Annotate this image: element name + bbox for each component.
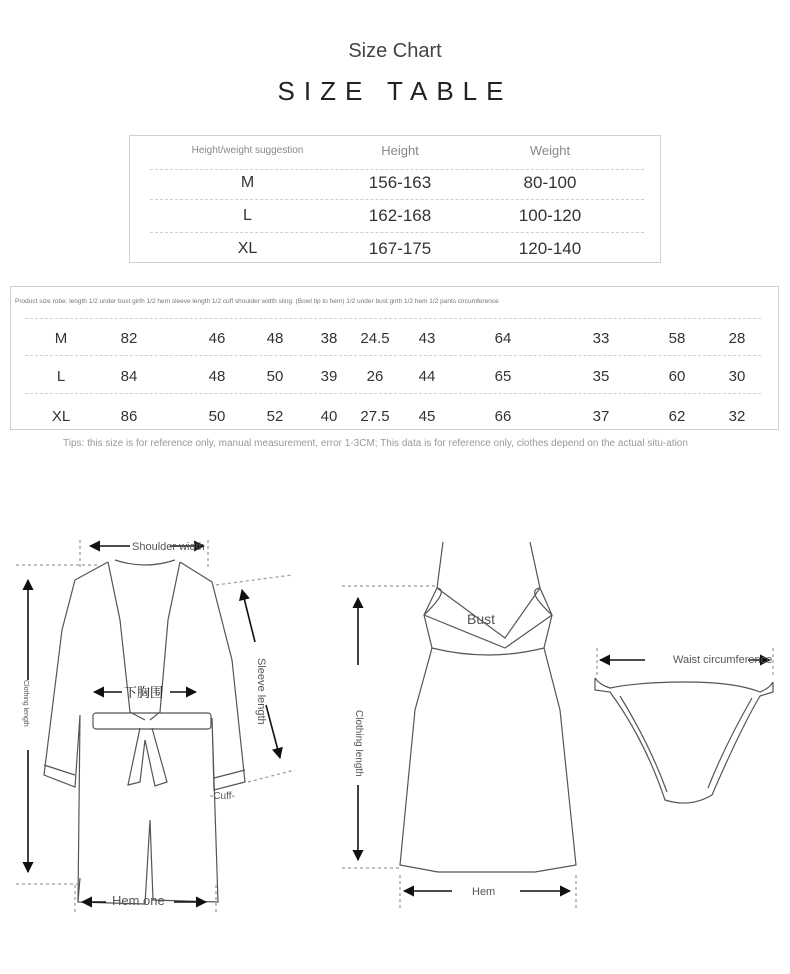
measurement-cell: 24.5 — [360, 330, 390, 347]
waist-circumference-label: Waist circumference — [673, 654, 773, 666]
slip-dress-illustration — [400, 542, 576, 872]
product-size-table — [10, 286, 779, 430]
sleeve-length-label: Sleeve length — [255, 658, 267, 725]
measurement-cell: 32 — [728, 408, 746, 425]
table-row — [150, 166, 644, 200]
dress-arrows — [358, 598, 570, 891]
size-cell: L — [243, 207, 252, 224]
robe-clothing-length-label: Clothing length — [22, 680, 29, 727]
size-cell: XL — [51, 408, 71, 425]
measurement-cell: 60 — [668, 368, 686, 385]
measurement-cell: 48 — [208, 368, 226, 385]
measurement-cell: 35 — [592, 368, 610, 385]
robe-arrows — [28, 546, 280, 902]
divider — [25, 355, 761, 356]
measurement-cell: 82 — [120, 330, 138, 347]
measurement-cell: 27.5 — [360, 408, 390, 425]
measurement-cell: 45 — [418, 408, 436, 425]
size-table-heading: SIZE TABLE — [277, 76, 513, 106]
weight-cell: 80-100 — [523, 173, 577, 192]
height-weight-table — [129, 135, 661, 263]
measurement-cell: 28 — [728, 330, 746, 347]
size-cell: L — [56, 368, 66, 385]
measurement-cell: 65 — [494, 368, 512, 385]
measurement-cell: 40 — [320, 408, 338, 425]
weight-cell: 100-120 — [518, 206, 582, 225]
header-height-weight-suggestion: Height/weight suggestion — [191, 145, 304, 156]
measurement-cell: 26 — [366, 368, 384, 385]
product-size-header: Product size robe: length 1/2 under bust girth 1/2 hem sleeve length 1/2 cuff shoulder width sling: (Bowl tip to hem) 1/2 under bust girth 1/2 hem 1/2 pants circumference — [15, 298, 499, 305]
table-row — [11, 402, 778, 432]
measurement-cell: 62 — [668, 408, 686, 425]
size-cell: XL — [237, 240, 258, 257]
measurement-cell: 84 — [120, 368, 138, 385]
divider — [25, 393, 761, 394]
bust-label: Bust — [467, 611, 496, 627]
measurement-cell: 33 — [592, 330, 610, 347]
weight-cell: 120-140 — [518, 239, 582, 258]
measurement-cell: 58 — [668, 330, 686, 347]
table-row — [150, 232, 644, 265]
chart-title: Size Chart — [348, 40, 442, 62]
measurement-cell: 86 — [120, 408, 138, 425]
tips-note: Tips: this size is for reference only, manual measurement, error 1-3CM; This data is for reference only, clothes depend on the actual situ-ation — [63, 438, 688, 449]
robe-illustration — [44, 560, 245, 904]
header-height: Height — [381, 143, 419, 158]
under-bust-label: 下胸围 — [124, 685, 164, 700]
measurement-cell: 30 — [728, 368, 746, 385]
hem-label: Hem — [472, 886, 496, 898]
measurement-cell: 48 — [266, 330, 284, 347]
table-row — [11, 324, 778, 354]
measurement-cell: 38 — [320, 330, 338, 347]
size-cell: M — [54, 330, 68, 347]
measurement-cell: 50 — [266, 368, 284, 385]
height-cell: 167-175 — [368, 239, 432, 258]
dress-guide-lines — [342, 586, 576, 910]
shoulder-width-label: Shoulder width — [132, 541, 205, 553]
dress-clothing-length-label: Clothing length — [353, 710, 364, 777]
table-header-row — [150, 136, 644, 170]
height-cell: 162-168 — [368, 206, 432, 225]
header-weight: Weight — [529, 143, 571, 158]
measurement-cell: 37 — [592, 408, 610, 425]
table-row — [150, 199, 644, 233]
table-row — [11, 362, 778, 392]
measurement-cell: 43 — [418, 330, 436, 347]
robe-guide-lines — [16, 540, 295, 912]
divider — [25, 318, 761, 319]
measurement-cell: 46 — [208, 330, 226, 347]
measurement-cell: 64 — [494, 330, 512, 347]
measurement-cell: 66 — [494, 408, 512, 425]
measurement-cell: 52 — [266, 408, 284, 425]
measurement-cell: 50 — [208, 408, 226, 425]
garment-illustrations — [0, 500, 790, 974]
measurement-cell: 39 — [320, 368, 338, 385]
panties-illustration — [595, 678, 773, 803]
hem-one-label: Hem one — [112, 893, 165, 908]
height-cell: 156-163 — [368, 173, 432, 192]
measurement-cell: 44 — [418, 368, 436, 385]
cuff-label: -Cuff- — [210, 791, 235, 802]
size-cell: M — [240, 174, 255, 191]
